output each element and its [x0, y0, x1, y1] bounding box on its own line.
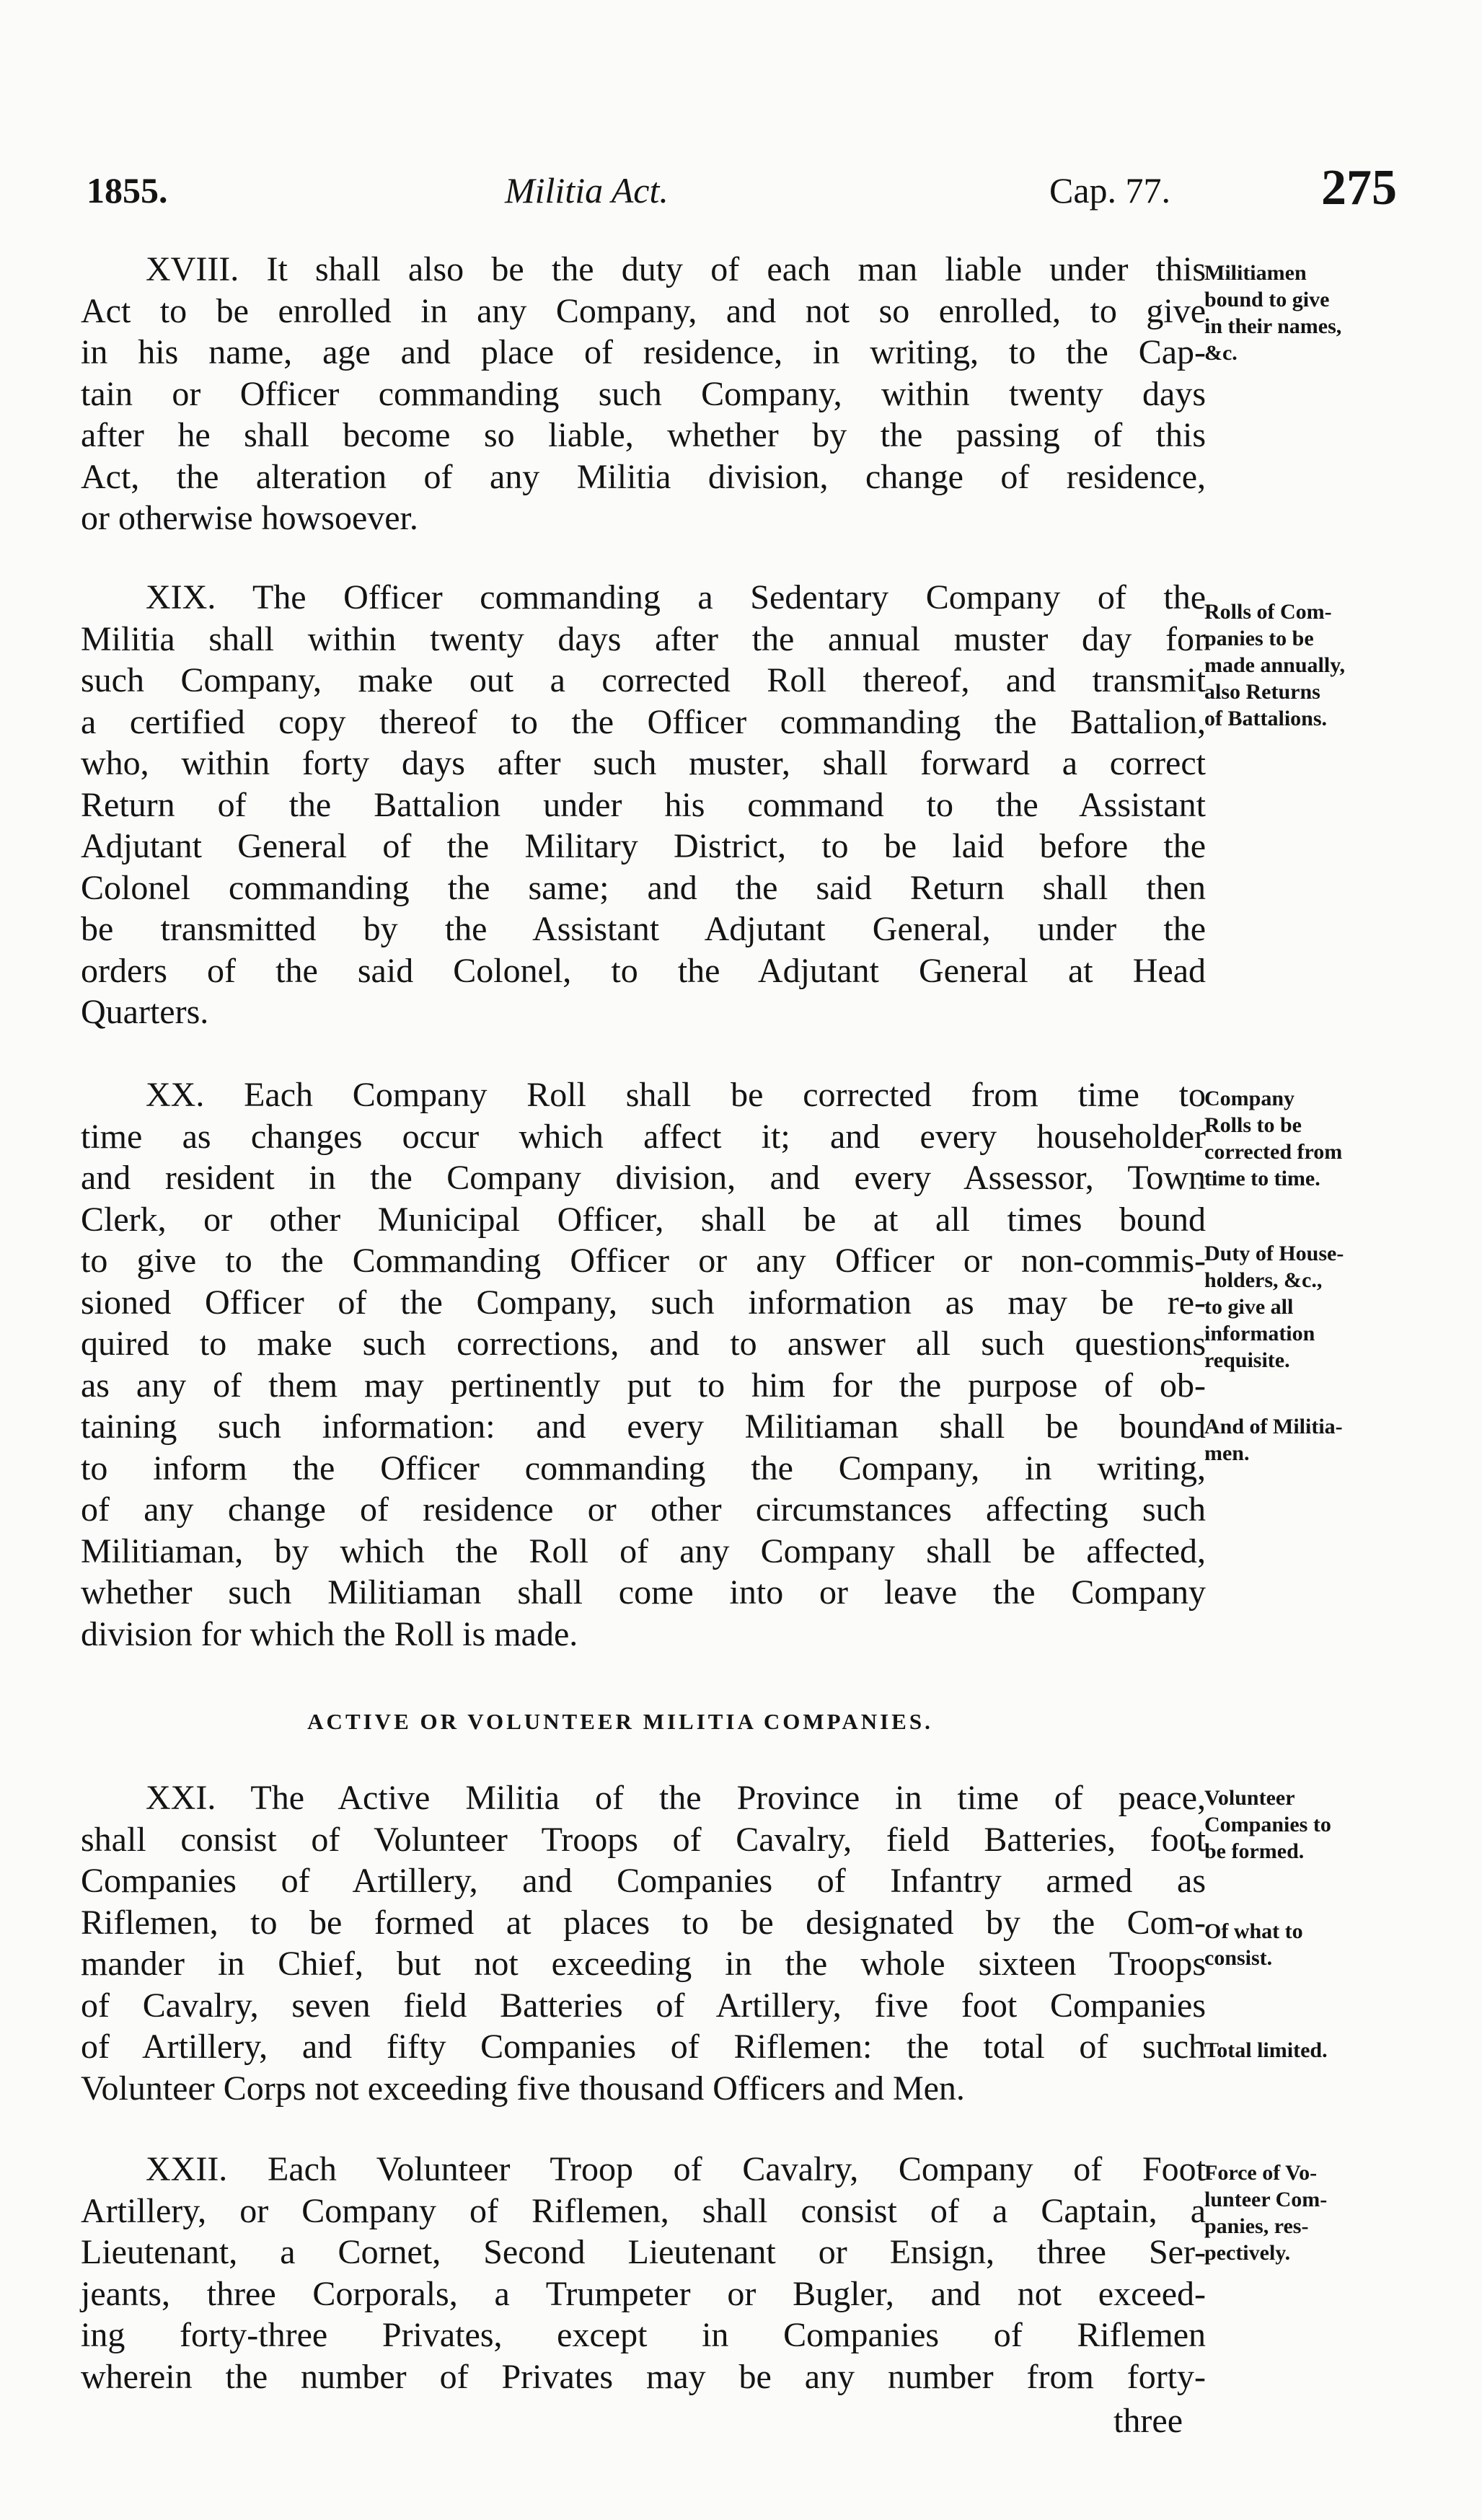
margin-note-line: panies, res- [1204, 2214, 1309, 2238]
text-line: of Cavalry, seven field Batteries of Artillery, five foot Companies [81, 1986, 1206, 2025]
margin-note-rolls [1204, 598, 1413, 732]
margin-note-line: And of Militia- [1204, 1415, 1343, 1438]
text-line: Quarters. [81, 993, 209, 1031]
margin-note-line: time to time. [1204, 1167, 1320, 1190]
margin-note-line: Company [1204, 1087, 1295, 1110]
margin-note-line: panies to be [1204, 627, 1314, 650]
margin-note-line: corrected from [1204, 1140, 1343, 1164]
margin-note-line: be formed. [1204, 1839, 1305, 1863]
margin-note-line: also Returns [1204, 680, 1320, 704]
margin-note-line: men. [1204, 1441, 1250, 1465]
text-line: jeants, three Corporals, a Trumpeter or Bugler, and not exceed- [81, 2274, 1206, 2313]
margin-note-line: pectively. [1204, 2241, 1291, 2265]
text-line: be transmitted by the Assistant Adjutant General, under the [81, 910, 1206, 948]
margin-note-line: Duty of House- [1204, 1242, 1344, 1265]
margin-note-line: information [1204, 1322, 1315, 1345]
text-line: whether such Militiaman shall come into or leave the Company [81, 1573, 1206, 1612]
text-line: to give to the Commanding Officer or any Officer or non-commis- [81, 1242, 1206, 1280]
margin-note-consist [1204, 1918, 1413, 1971]
margin-note-company-rolls [1204, 1085, 1413, 1192]
text-line: Colonel commanding the same; and the said Return shall then [81, 868, 1206, 907]
text-line: Return of the Battalion under his command to the Assistant [81, 785, 1206, 824]
text-line: XXII. Each Volunteer Troop of Cavalry, Company of Foot [146, 2150, 1206, 2188]
section-subheading: ACTIVE OR VOLUNTEER MILITIA COMPANIES. [307, 1709, 933, 1734]
text-line: taining such information: and every Militiaman shall be bound [81, 1407, 1206, 1446]
text-line: XXI. The Active Militia of the Province in time of peace, [146, 1779, 1206, 1817]
page-number: 275 [1321, 160, 1397, 216]
section-xxii [81, 2149, 1206, 2397]
text-line: a certified copy thereof to the Officer commanding the Battalion, [81, 702, 1206, 741]
text-line: after he shall become so liable, whether by the passing of this [81, 416, 1206, 454]
text-line: Militia shall within twenty days after the annual muster day for [81, 619, 1206, 658]
text-line: Riflemen, to be formed at places to be designated by the Com- [81, 1903, 1206, 1942]
catchword: three [1113, 2402, 1183, 2440]
section-xx [81, 1074, 1206, 1655]
margin-note-line: consist. [1204, 1946, 1273, 1970]
text-line: Companies of Artillery, and Companies of Infantry armed as [81, 1862, 1206, 1900]
text-line: XIX. The Officer commanding a Sedentary Company of the [146, 578, 1206, 616]
margin-note-line: in their names, [1204, 314, 1342, 338]
text-line: of any change of residence or other circumstances affecting such [81, 1490, 1206, 1529]
text-line: mander in Chief, but not exceeding in the whole sixteen Troops [81, 1945, 1206, 1983]
margin-note-householders [1204, 1240, 1413, 1374]
text-line: Adjutant General of the Military District, to be laid before the [81, 827, 1206, 865]
margin-note-total-limited [1204, 2037, 1413, 2064]
text-line: Lieutenant, a Cornet, Second Lieutenant or Ensign, three Ser- [81, 2233, 1206, 2271]
margin-note-line: Total limited. [1204, 2038, 1328, 2062]
margin-note-line: Militiamen [1204, 261, 1307, 285]
section-xxi [81, 1777, 1206, 2109]
text-line: as any of them may pertinently put to him for the purpose of ob- [81, 1366, 1206, 1405]
text-line: XVIII. It shall also be the duty of each man liable under this [146, 250, 1206, 288]
text-line: Artillery, or Company of Riflemen, shall consist of a Captain, a [81, 2191, 1206, 2230]
text-line: shall consist of Volunteer Troops of Cavalry, field Batteries, foot [81, 1820, 1206, 1859]
text-line: orders of the said Colonel, to the Adjutant General at Head [81, 951, 1206, 990]
text-line: Militiaman, by which the Roll of any Company shall be affected, [81, 1531, 1206, 1570]
margin-note-line: of Battalions. [1204, 707, 1328, 730]
text-line: Act to be enrolled in any Company, and not so enrolled, to give [81, 291, 1206, 330]
text-line: such Company, make out a corrected Roll thereof, and transmit [81, 661, 1206, 699]
header-title: Militia Act. [505, 170, 669, 211]
text-line: tain or Officer commanding such Company, within twenty days [81, 374, 1206, 413]
section-xix [81, 577, 1206, 1033]
text-line: to inform the Officer commanding the Company, in writing, [81, 1449, 1206, 1487]
margin-note-militiamen [1204, 260, 1413, 366]
margin-note-line: to give all [1204, 1295, 1294, 1319]
margin-note-line: Force of Vo- [1204, 2161, 1318, 2185]
margin-note-line: bound to give [1204, 288, 1330, 311]
text-line: in his name, age and place of residence, in writing, to the Cap- [81, 333, 1206, 371]
text-line: sioned Officer of the Company, such information as may be re- [81, 1283, 1206, 1322]
text-line: and resident in the Company division, and every Assessor, Town [81, 1159, 1206, 1197]
margin-note-line: Rolls of Com- [1204, 600, 1332, 624]
margin-note-line: Of what to [1204, 1919, 1303, 1943]
page-header [87, 155, 1413, 220]
section-xviii [81, 249, 1206, 539]
margin-note-line: &c. [1204, 341, 1238, 365]
text-line: wherein the number of Privates may be any number from forty- [81, 2357, 1206, 2396]
text-line: Act, the alteration of any Militia division, change of residence, [81, 457, 1206, 496]
margin-note-volunteer-companies [1204, 1785, 1413, 1865]
text-line: quired to make such corrections, and to answer all such questions [81, 1325, 1206, 1363]
text-line: Clerk, or other Municipal Officer, shall be at all times bound [81, 1200, 1206, 1239]
header-year: 1855. [87, 170, 168, 211]
text-line: or otherwise howsoever. [81, 499, 418, 537]
text-line: Volunteer Corps not exceeding five thousand Officers and Men. [81, 2069, 965, 2108]
text-line: XX. Each Company Roll shall be corrected from time to [146, 1076, 1206, 1114]
header-chapter: Cap. 77. [1049, 170, 1171, 211]
text-line: division for which the Roll is made. [81, 1614, 578, 1653]
text-line: of Artillery, and fifty Companies of Riflemen: the total of such [81, 2028, 1206, 2066]
text-line: ing forty-three Privates, except in Companies of Riflemen [81, 2316, 1206, 2354]
text-line: who, within forty days after such muster, shall forward a correct [81, 744, 1206, 782]
text-line: time as changes occur which affect it; and every householder [81, 1117, 1206, 1156]
margin-note-line: Volunteer [1204, 1786, 1295, 1810]
margin-note-militiamen-duty [1204, 1413, 1413, 1467]
margin-note-line: lunteer Com- [1204, 2188, 1328, 2211]
margin-note-line: holders, &c., [1204, 1268, 1323, 1292]
margin-note-line: Rolls to be [1204, 1113, 1302, 1137]
margin-note-force [1204, 2159, 1413, 2266]
margin-note-line: made annually, [1204, 653, 1346, 677]
margin-note-line: requisite. [1204, 1348, 1290, 1372]
margin-note-line: Companies to [1204, 1813, 1331, 1836]
